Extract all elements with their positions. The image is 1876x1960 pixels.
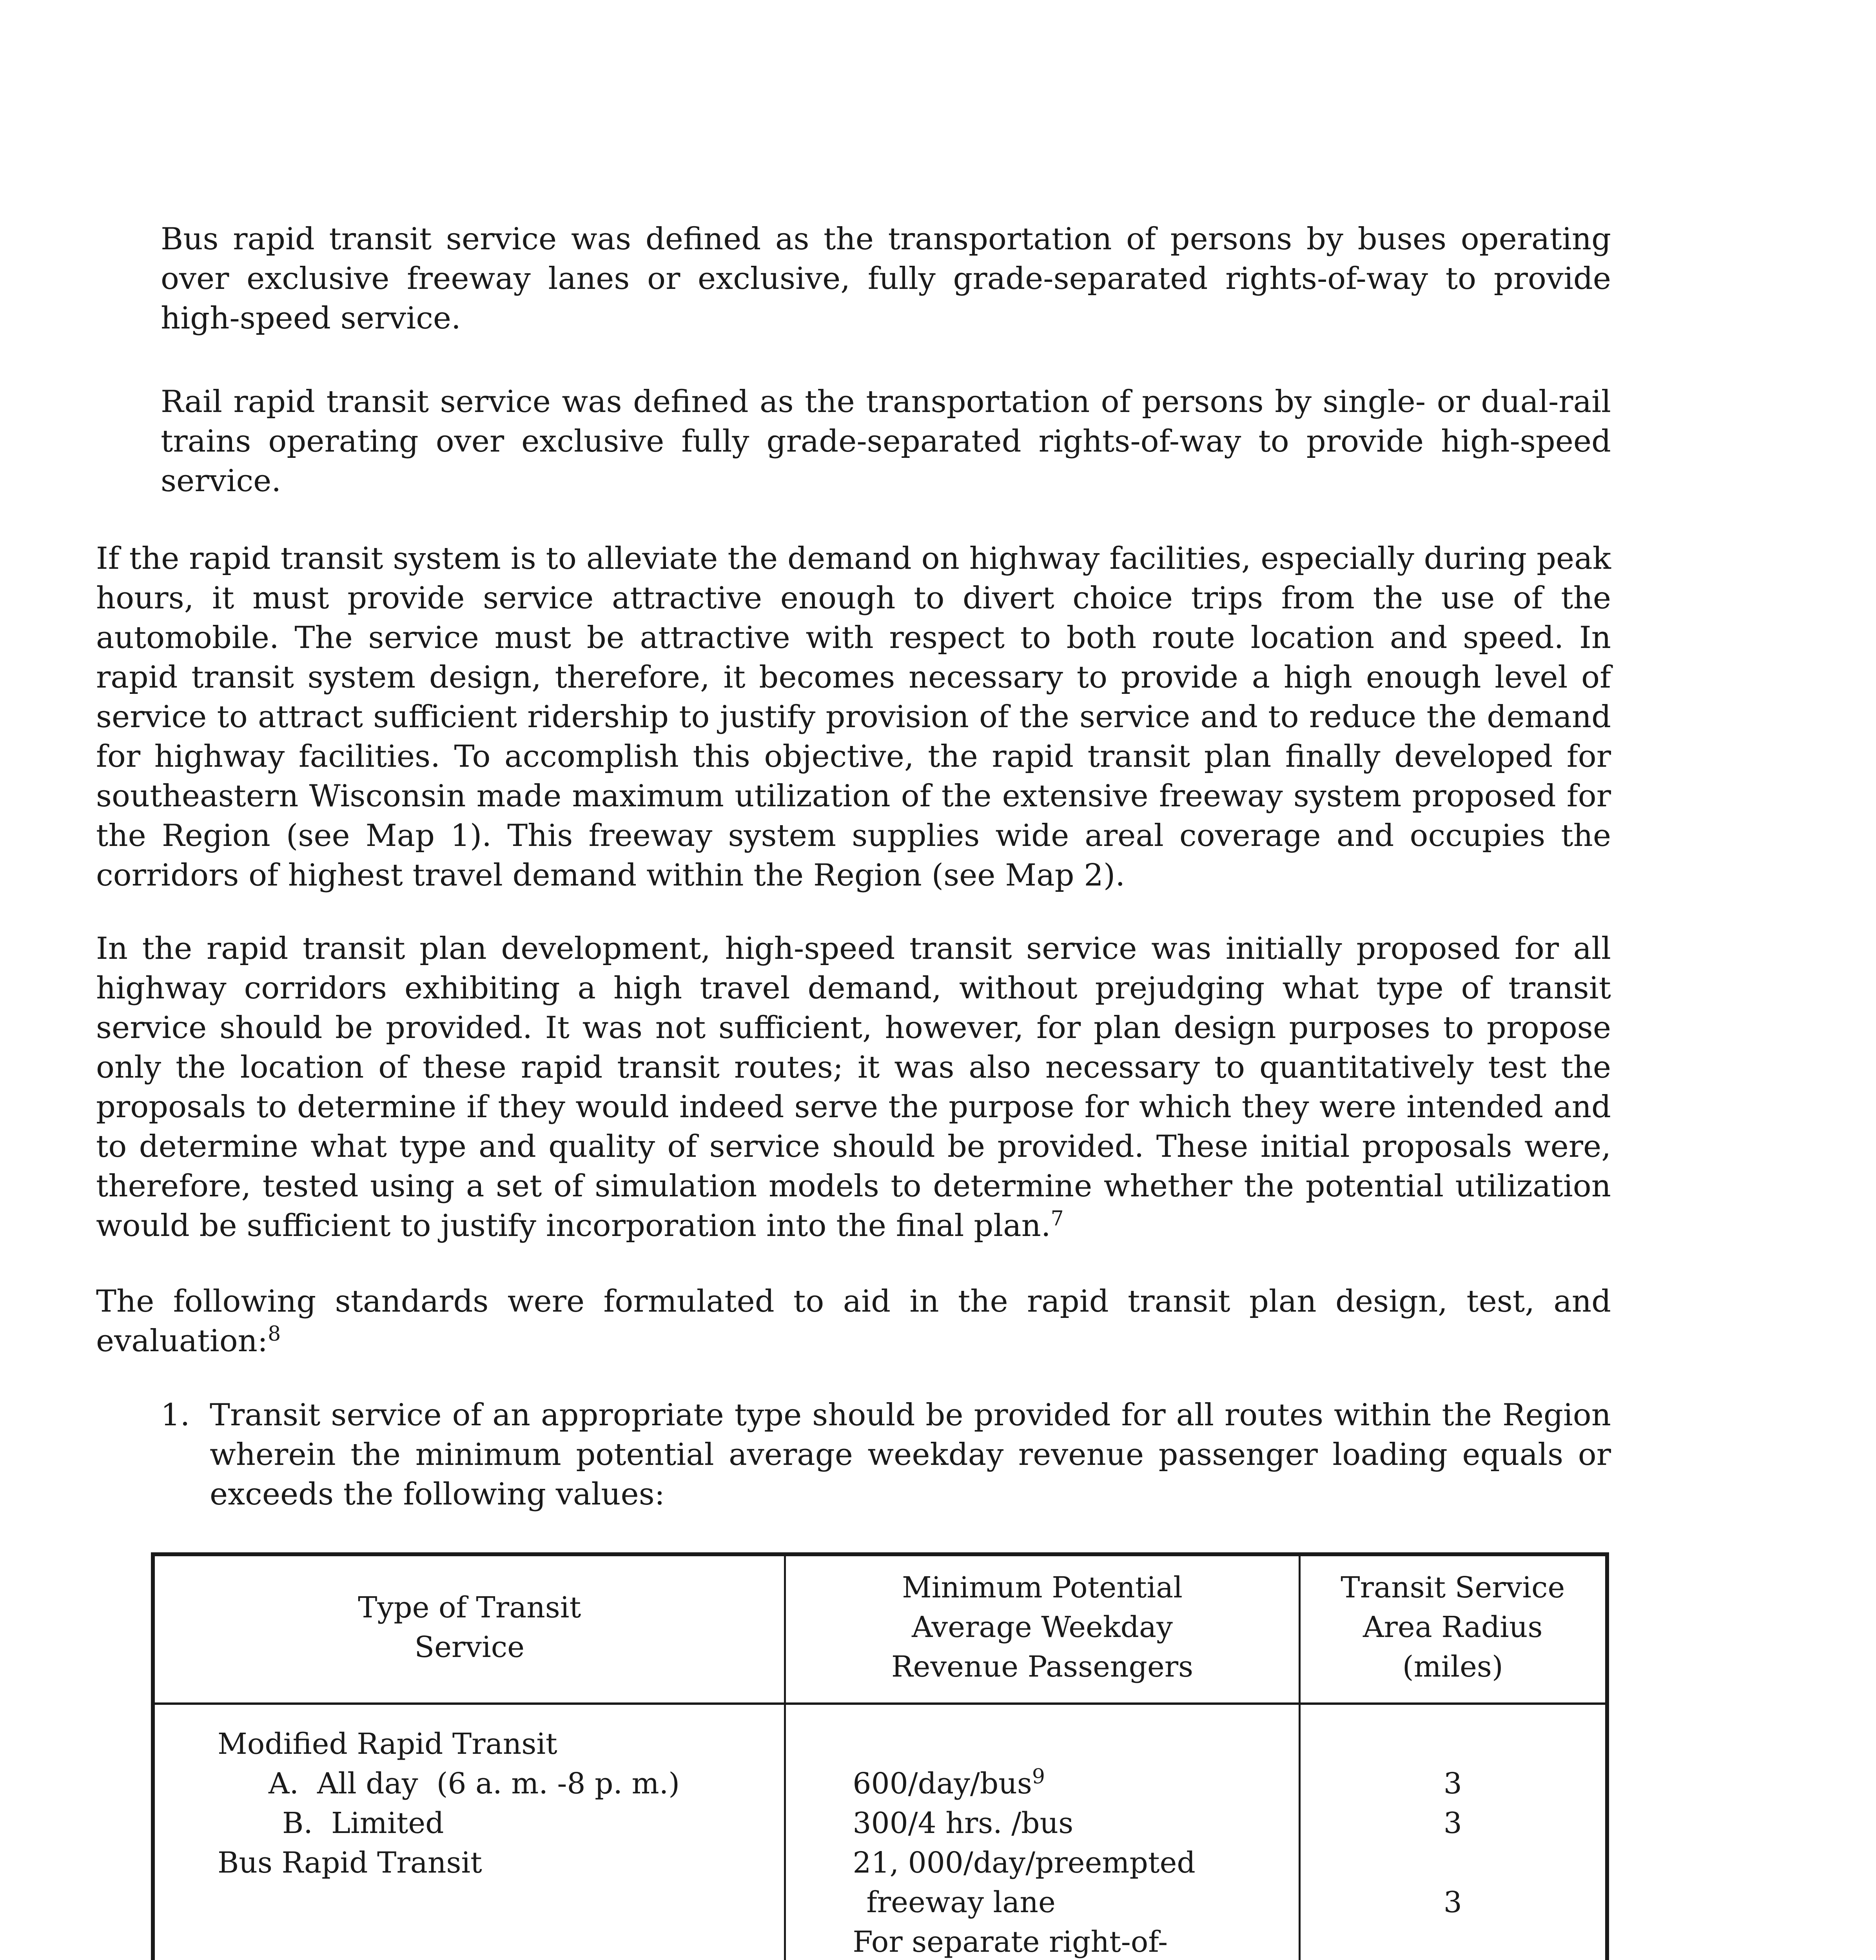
header-text: Revenue Passengers xyxy=(891,1650,1194,1684)
table-cell: 300/4 hrs. /bus xyxy=(853,1806,1074,1840)
transit-standards-table xyxy=(151,1552,1609,1960)
header-text: Average Weekday xyxy=(911,1610,1173,1644)
cell-text: 600/day/bus xyxy=(853,1767,1032,1800)
table-cell: 21, 000/day/preempted xyxy=(853,1846,1196,1880)
table-cell: A. All day (6 a. m. -8 p. m.) xyxy=(269,1767,680,1800)
header-text: Minimum Potential xyxy=(902,1571,1183,1604)
paragraph-alleviate-demand: If the rapid transit system is to alleviate the demand on highway facilities, especially during peak hours, it must provide service attractive enough to divert choice trips from the use of the automobile. The service must be attractive with respect to both route location and speed. In rapid transit system design, therefore, it becomes necessary to provide a high enough level of service to attract sufficient ridership to justify provision of the service and to reduce the demand for highway facilities. To accomplish this objective, the rapid transit plan finally developed for southeastern Wisconsin made maximum utilization of the extensive freeway system proposed for the Region (see Map 1). This freeway system supplies wide areal coverage and occupies the corridors of highest travel demand within the Region (see Map 2). xyxy=(96,541,1611,893)
table-cell: 3 xyxy=(1443,1886,1462,1919)
header-text: Service xyxy=(414,1630,524,1664)
table-cell: B. Limited xyxy=(282,1806,444,1840)
paragraph-standards-intro-text: The following standards were formulated to aid in the rapid transit plan design, test, and evaluation: xyxy=(96,1284,1611,1359)
table-cell xyxy=(218,1883,776,1922)
table-cell xyxy=(1308,1922,1597,1960)
table-cell xyxy=(853,1764,1290,1804)
passengers-column xyxy=(785,1704,1299,1960)
paragraph-standards-intro xyxy=(96,1282,1611,1361)
table-cell xyxy=(218,1922,776,1960)
footnote-ref-8: 8 xyxy=(268,1322,281,1346)
paragraph-rail-rapid-transit: Rail rapid transit service was defined as the transportation of persons by single- or dual-rail trains operating over exclusive fully grade-separated rights-of-way to provide high-speed service. xyxy=(161,384,1611,499)
footnote-ref-7: 7 xyxy=(1050,1207,1064,1230)
list-item-number: 1. xyxy=(161,1397,190,1433)
table-header-row xyxy=(153,1554,1607,1704)
table-row xyxy=(153,1704,1607,1960)
header-text: Transit Service xyxy=(1341,1571,1565,1604)
table-cell: For separate right-of- xyxy=(853,1925,1168,1959)
list-item-1 xyxy=(161,1396,1611,1514)
footnote-ref-9: 9 xyxy=(1032,1765,1045,1789)
table-cell: 3 xyxy=(1443,1806,1462,1840)
table-cell xyxy=(853,1724,1290,1764)
type-column xyxy=(153,1704,785,1960)
table-cell: 3 xyxy=(1443,1767,1462,1800)
table-cell xyxy=(1308,1724,1597,1764)
table-cell: freeway lane xyxy=(866,1886,1056,1919)
radius-column xyxy=(1299,1704,1607,1960)
list-item-text: Transit service of an appropriate type should be provided for all routes within the Region wherein the minimum potential average weekday revenue passenger loading equals or exceeds the following values: xyxy=(210,1397,1611,1512)
paragraph-bus-rapid-transit: Bus rapid transit service was defined as the transportation of persons by buses operating over exclusive freeway lanes or exclusive, fully grade-separated rights-of-way to provide high-speed service. xyxy=(161,221,1611,336)
header-service-radius xyxy=(1299,1554,1607,1704)
paragraph-plan-development-text: In the rapid transit plan development, high-speed transit service was initially proposed for all highway corridors exhibiting a high travel demand, without prejudging what type of transit service should be provided. It was not sufficient, however, for plan design purposes to propose only the location of these rapid transit routes; it was also necessary to quantitatively test the proposals to determine if they would indeed serve the purpose for which they were intended and to determine what type and quality of service should be provided. These initial proposals were, therefore, tested using a set of simulation models to determine whether the potential utilization would be sufficient to justify incorporation into the final plan. xyxy=(96,931,1611,1243)
header-text: (miles) xyxy=(1402,1650,1503,1684)
header-type-of-service xyxy=(153,1554,785,1704)
header-text: Type of Transit xyxy=(358,1590,581,1624)
table-cell xyxy=(1308,1843,1597,1883)
header-min-passengers xyxy=(785,1554,1299,1704)
paragraph-plan-development xyxy=(96,929,1611,1246)
header-text: Area Radius xyxy=(1363,1610,1543,1644)
table-cell: Modified Rapid Transit xyxy=(218,1727,557,1761)
table-cell: Bus Rapid Transit xyxy=(218,1846,482,1880)
